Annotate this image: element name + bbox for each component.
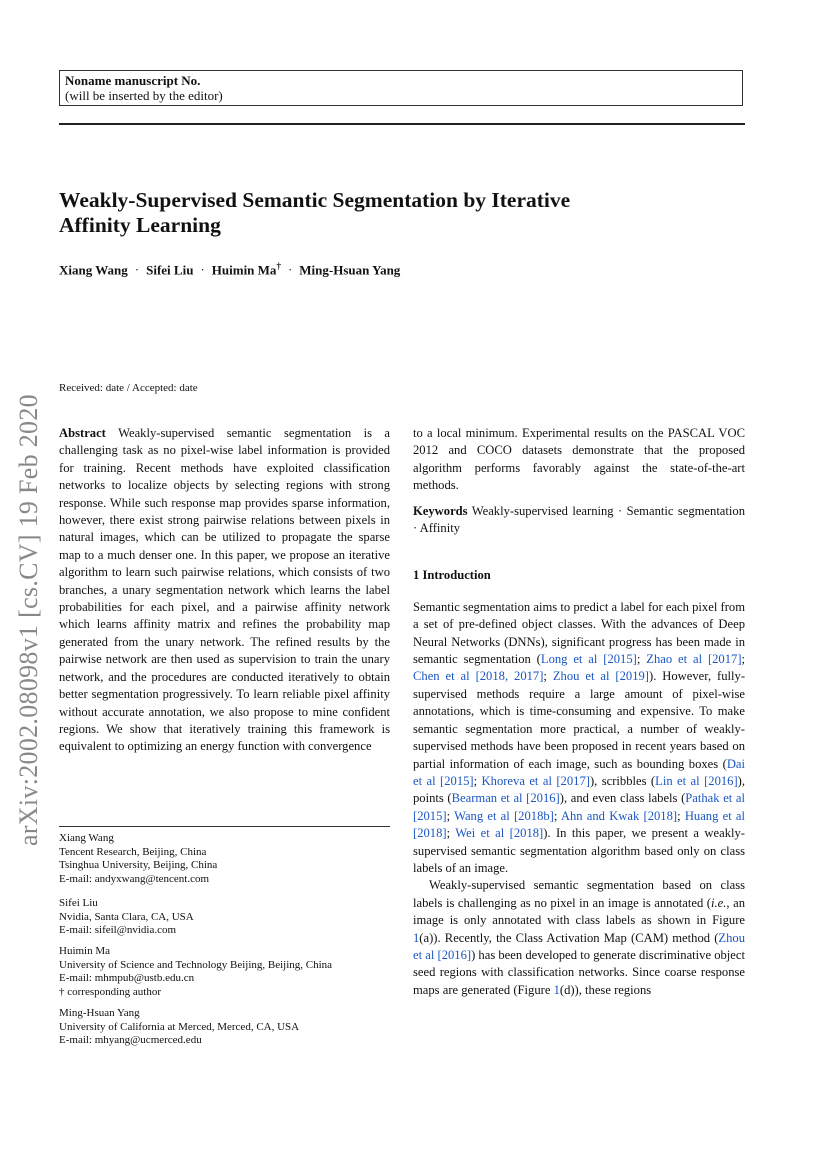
affiliation-name: Huimin Ma [59, 945, 111, 957]
intro-paragraph-1 [413, 599, 745, 878]
body-text: ) has been developed to generate discriminative object seed regions with classification networks. Since coarse response maps are generated (Figure [413, 947, 745, 997]
body-text: ). However, fully-supervised methods require a large amount of pixel-wise annotations, which is time-consuming and expensive. To make semantic segmentation more practical, a number of weakly-supervised methods have been proposed in recent years based on partial information of each image, such as bounding boxes ( [413, 669, 746, 771]
manuscript-header-box [59, 70, 743, 106]
citation-link[interactable]: Wei et al [2018] [455, 826, 544, 841]
body-text: (a)). Recently, the Class Activation Map (CAM) method ( [419, 930, 719, 945]
editor-note: (will be inserted by the editor) [65, 88, 223, 103]
body-text: ; [553, 808, 561, 823]
affiliation-name: Sifei Liu [59, 897, 98, 909]
citation-link[interactable]: Zhou et al [2016] [413, 930, 745, 962]
corresponding-mark: † [276, 261, 281, 271]
email-address[interactable]: E-mail: mhyang@ucmerced.edu [59, 1034, 202, 1047]
affiliation-line: University of Science and Technology Beijing, Beijing, China [59, 958, 333, 971]
body-text: ), points ( [413, 773, 745, 806]
abstract-label: Abstract [59, 426, 106, 440]
section-heading-introduction: 1 Introduction [413, 568, 491, 583]
abstract-text: Weakly-supervised semantic segmentation is a challenging task as no pixel-wise label information is provided for training. Recent methods have exploited classification networks to localize objects by selecting regions with strong response. While such response map provides sparse information, however, there exist strong pairwise relations between pixels in natural images, which can be utilized to propagate the sparse map to a much denser one. In this paper, we propose an iterative algorithm to learn such pairwise relations, which consists of two branches, a unary segmentation network which learns the label probabilities for each pixel, and a pairwise affinity network which learns affinity matrix and refines the probability map generated from the unary network. The refined results by the pairwise network are then used as supervision to train the unary network, and the procedures are conducted iteratively to obtain better segmentation progressively. To learn reliable pixel affinity without accurate annotation, we also propose to mine confident regions. We show that iteratively training this framework is equivalent to optimizing an energy function with convergence [59, 426, 391, 754]
author-separator: · [134, 262, 140, 278]
affiliation-block [59, 945, 399, 999]
author-1: Xiang Wang [59, 262, 128, 278]
affiliation-line: Tencent Research, Beijing, China [59, 845, 207, 858]
footnote-rule [59, 826, 390, 827]
author-list [59, 261, 400, 278]
author-2: Sifei Liu [146, 262, 194, 278]
citation-link[interactable]: Dai et al [2015] [413, 756, 745, 788]
body-text: ), and even class labels ( [559, 791, 686, 806]
citation-link[interactable]: Long et al [2015] [540, 652, 637, 667]
abstract-block [59, 425, 390, 756]
citation-link[interactable]: Ahn and Kwak [2018] [560, 808, 678, 823]
citation-link[interactable]: Zhou et al [2019] [552, 669, 650, 684]
affiliation-line: † corresponding author [59, 985, 162, 998]
intro-paragraph-2 [413, 877, 745, 999]
author-3: Huimin Ma [211, 262, 277, 278]
manuscript-number: Noname manuscript No. [65, 73, 201, 88]
affiliation-block [59, 1007, 399, 1048]
author-4: Ming-Hsuan Yang [299, 262, 401, 278]
body-text: ; [677, 808, 685, 823]
author-separator: · [287, 262, 293, 278]
body-text: ), scribbles ( [589, 773, 656, 788]
citation-link[interactable]: Huang et al [2018] [413, 808, 746, 841]
body-text: Semantic segmentation aims to predict a label for each pixel from a set of pre-defined object classes. With the advances of Deep Neural Networks (DNNs), significant progress has been made in semantic segmentation ( [413, 599, 745, 667]
arxiv-stamp: arXiv:2002.08098v1 [cs.CV] 19 Feb 2020 [14, 394, 43, 846]
email-address[interactable]: E-mail: sifeil@nvidia.com [59, 924, 177, 937]
affiliation-line: Tsinghua University, Beijing, China [59, 859, 218, 872]
title-line-2: Affinity Learning [59, 213, 221, 237]
citation-link[interactable]: Lin et al [2016] [655, 773, 738, 788]
affiliation-line: Nvidia, Santa Clara, CA, USA [59, 910, 194, 923]
affiliation-line: University of California at Merced, Merced, CA, USA [59, 1020, 300, 1033]
citation-link[interactable]: Chen et al [2018, 2017] [413, 669, 544, 684]
affiliation-block [59, 897, 399, 938]
affiliation-block [59, 832, 399, 886]
header-rule [59, 123, 745, 125]
citation-link[interactable]: 1 [413, 930, 420, 945]
affiliation-name: Xiang Wang [59, 832, 114, 844]
paper-title [59, 188, 759, 238]
title-line-1: Weakly-Supervised Semantic Segmentation by Iterative [59, 188, 571, 212]
citation-link[interactable]: Pathak et al [2015] [413, 791, 746, 823]
author-separator: · [200, 262, 205, 278]
italic-text: i.e. [711, 895, 727, 910]
body-text: ; [446, 826, 456, 841]
body-text: ; [741, 652, 746, 667]
right-column [413, 425, 745, 999]
abstract-continued: to a local minimum. Experimental results on the PASCAL VOC 2012 and COCO datasets demonstrate that the proposed algorithm performs favorably against the state-of-the-art methods. [413, 426, 745, 493]
body-text: ; [446, 808, 455, 823]
email-address[interactable]: E-mail: andyxwang@tencent.com [59, 872, 210, 885]
body-text: (d)), these regions [559, 982, 652, 997]
citation-link[interactable]: Wang et al [2018b] [454, 808, 554, 823]
affiliation-name: Ming-Hsuan Yang [59, 1007, 140, 1019]
email-address[interactable]: E-mail: mhmpub@ustb.edu.cn [59, 972, 195, 985]
keywords-label: Keywords [413, 503, 468, 518]
body-text: ). In this paper, we present a weakly-supervised semantic segmentation algorithm based only on class labels of an image. [413, 826, 745, 875]
citation-link[interactable]: 1 [553, 982, 560, 997]
received-date: Received: date / Accepted: date [59, 382, 198, 394]
citation-link[interactable]: Zhao et al [2017] [646, 652, 742, 667]
body-text: Weakly-supervised semantic segmentation based on class labels is challenging as no pixel in an image is annotated ( [413, 878, 745, 910]
body-text: ; [636, 652, 647, 667]
citation-link[interactable]: Bearman et al [2016] [451, 791, 560, 806]
body-text: ; [473, 773, 482, 788]
body-text: ; [543, 669, 553, 684]
keywords-text: Weakly-supervised learning · Semantic segmentation · Affinity [413, 503, 745, 536]
citation-link[interactable]: Khoreva et al [2017] [481, 773, 590, 788]
body-text: , an image is only annotated with class labels as shown in Figure [413, 895, 745, 928]
keywords [413, 503, 745, 538]
